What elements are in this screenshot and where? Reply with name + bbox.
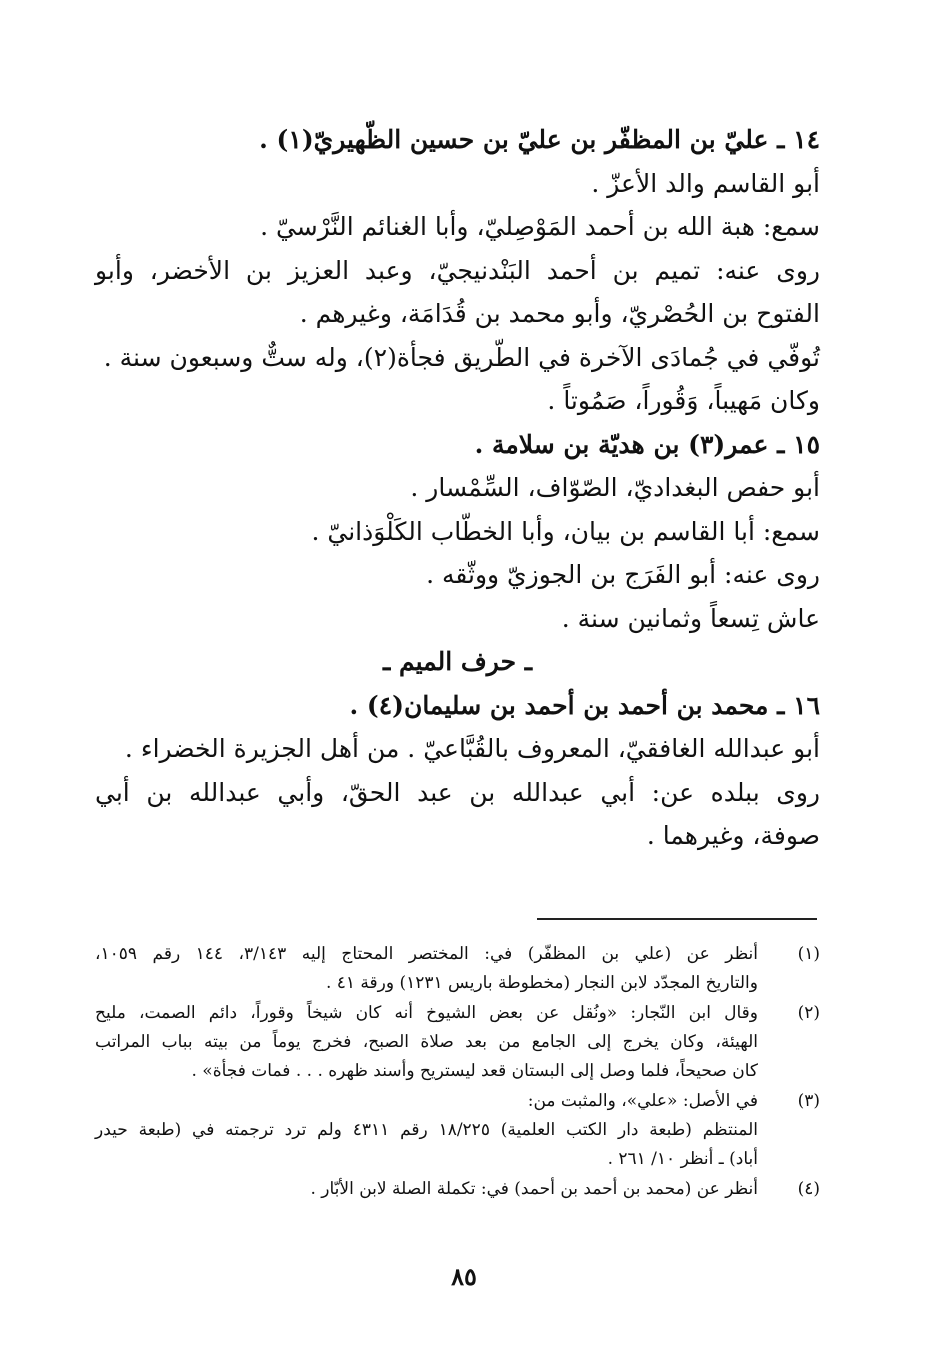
footnote-line: والتاريخ المجدّد لابن النجار (مخطوطة باريس ١٢٣١) ورقة ٤١ . bbox=[325, 973, 758, 993]
entry-line: عاش تِسعاً وثمانين سنة . bbox=[561, 603, 820, 633]
entry-line: تُوفّي في جُمادَى الآخرة في الطّريق فجأة(٢)، وله ستٌّ وسبعون سنة . bbox=[103, 342, 820, 372]
entry-heading: ١٥ ـ عمر(٣) بن هديّة بن سلامة . bbox=[474, 429, 820, 459]
entry-line: روى ببلده عن: أبي عبدالله بن عبد الحقّ، وأبي عبدالله بن أبي bbox=[95, 777, 820, 807]
entry-line: سمع: أبا القاسم بن بيان، وأبا الخطّاب الكَلْوَذانيّ . bbox=[311, 516, 820, 546]
entry-line: روى عنه: تميم بن أحمد البَنْدنيجيّ، وعبد العزيز بن الأخضر، وأبو bbox=[95, 255, 820, 285]
footnote-line: الهيئة، وكان يخرج إلى الجامع من بعد صلاة الصبح، فخرج يوماً من بيته بباب المراتب bbox=[95, 1032, 758, 1052]
footnote-line: المنتظم (طبعة دار الكتب العلمية) ١٨/٢٢٥ رقم ٤٣١١ ولم ترد ترجمته في (طبعة حيدر bbox=[95, 1120, 758, 1140]
footnote-number: (١) bbox=[797, 944, 820, 964]
entry-heading: ١٦ ـ محمد بن أحمد بن أحمد بن سليمان(٤) . bbox=[349, 690, 820, 720]
entry-line: سمع: هبة الله بن أحمد المَوْصِليّ، وأبا الغنائم النَّرْسيّ . bbox=[260, 212, 820, 241]
footnote-number: (٢) bbox=[797, 1003, 820, 1023]
footnotes bbox=[95, 940, 820, 1205]
footnote bbox=[95, 999, 820, 1086]
entry-line: روى عنه: أبو الفَرَج بن الجوزيّ ووثّقه . bbox=[426, 560, 820, 589]
entry-line: صوفة، وغيرهما . bbox=[646, 821, 820, 850]
footnote bbox=[95, 940, 820, 998]
footnote-line: وقال ابن النّجار: «ونُقل عن بعض الشيوخ أنه كان شيخاً وقوراً، دائم الصمت، مليح bbox=[95, 1003, 758, 1023]
section-title: ـ حرف الميم ـ bbox=[382, 647, 533, 676]
footnote-number: (٤) bbox=[797, 1179, 820, 1199]
footnote-line: كان صحيحاً، فلما وصل إلى البستان قعد ليستريح وأسند ظهره . . . فمات فجأة» . bbox=[191, 1061, 758, 1081]
footnote-separator bbox=[537, 918, 817, 920]
footnote-line: أنظر عن (علي بن المظفّر) في: المختصر المحتاج إليه ٣/١٤٣، ١٤٤ رقم ١٠٥٩، bbox=[95, 944, 758, 964]
entry-line: أبو عبدالله الغافقيّ، المعروف بالقُبَّاعيّ . من أهل الجزيرة الخضراء . bbox=[124, 734, 820, 763]
footnote-line: في الأصل: «علي»، والمثبت من: bbox=[527, 1091, 758, 1111]
footnote bbox=[95, 1087, 820, 1174]
entry-line: أبو القاسم والد الأعزّ . bbox=[591, 168, 820, 198]
entry-heading: ١٤ ـ عليّ بن المظفّر بن عليّ بن حسين الظّهيريّ(١) . bbox=[259, 125, 820, 154]
entry-line: أبو حفص البغداديّ، الصّوّاف، السِّمْسار . bbox=[410, 473, 820, 502]
main-text bbox=[95, 118, 820, 858]
footnote-number: (٣) bbox=[797, 1091, 820, 1111]
page-number: ٨٥ bbox=[451, 1262, 477, 1291]
footnote-line: أنظر عن (محمد بن أحمد بن أحمد) في: تكملة الصلة لابن الأبّار . bbox=[310, 1179, 758, 1199]
entry-line: الفتوح بن الحُصْريّ، وأبو محمد بن قُدَامَة، وغيرهم . bbox=[299, 299, 820, 328]
footnote bbox=[95, 1175, 820, 1204]
footnote-line: أباد) ـ أنظر ١٠/ ٢٦١ . bbox=[607, 1149, 758, 1169]
entry-line: وكان مَهيباً، وَقُوراً، صَمُوتاً . bbox=[547, 386, 820, 415]
